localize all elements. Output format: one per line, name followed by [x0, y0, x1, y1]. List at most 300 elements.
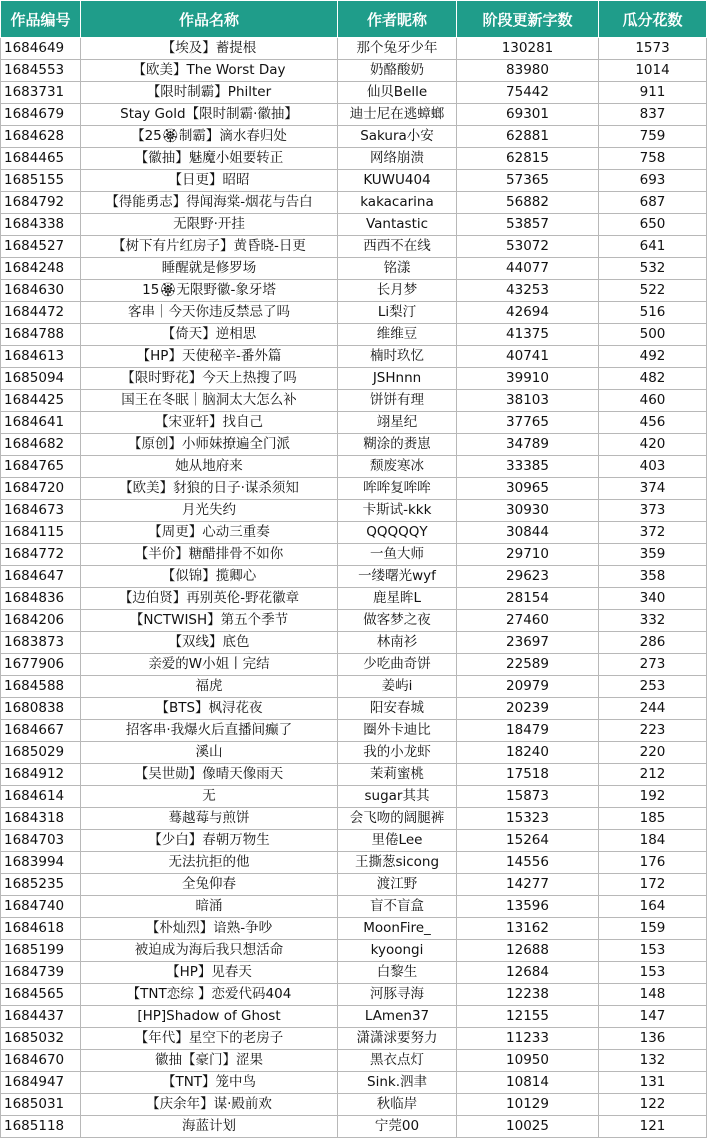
cell-work-id: 1684740 [1, 896, 81, 918]
cell-work-id: 1685094 [1, 368, 81, 390]
table-row [1, 412, 707, 434]
cell-word-count: 29623 [457, 566, 599, 588]
cell-work-title: 【埃及】蓄提根 [81, 38, 338, 60]
cell-work-id: 1684679 [1, 104, 81, 126]
cell-work-id: 1684720 [1, 478, 81, 500]
cell-author: 姜屿i [338, 676, 457, 698]
cell-flower-count: 482 [599, 368, 707, 390]
cell-word-count: 56882 [457, 192, 599, 214]
cell-work-title: 客串｜今天你违反禁忌了吗 [81, 302, 338, 324]
cell-flower-count: 693 [599, 170, 707, 192]
cell-author: 哞哞复哞哞 [338, 478, 457, 500]
cell-author: 饼饼有理 [338, 390, 457, 412]
cell-work-title: 【倚天】逆相思 [81, 324, 338, 346]
cell-work-title: 被迫成为海后我只想活命 [81, 940, 338, 962]
cell-flower-count: 911 [599, 82, 707, 104]
cell-work-title: Stay Gold【限时制霸·徽抽】 [81, 104, 338, 126]
table-row [1, 236, 707, 258]
table-row [1, 808, 707, 830]
table-row [1, 830, 707, 852]
cell-word-count: 34789 [457, 434, 599, 456]
cell-word-count: 27460 [457, 610, 599, 632]
cell-flower-count: 1014 [599, 60, 707, 82]
header-flower-count: 瓜分花数 [599, 1, 707, 38]
cell-flower-count: 403 [599, 456, 707, 478]
cell-work-id: 1683873 [1, 632, 81, 654]
cell-flower-count: 837 [599, 104, 707, 126]
cell-author: 秋临岸 [338, 1094, 457, 1116]
cell-word-count: 18479 [457, 720, 599, 742]
cell-work-title: 无限野·开挂 [81, 214, 338, 236]
cell-work-id: 1684465 [1, 148, 81, 170]
cell-flower-count: 164 [599, 896, 707, 918]
cell-work-id: 1684472 [1, 302, 81, 324]
cell-flower-count: 253 [599, 676, 707, 698]
cell-word-count: 62815 [457, 148, 599, 170]
cell-work-title: 【欧美】豺狼的日子·谋杀须知 [81, 478, 338, 500]
cell-work-title: 【树下有片红房子】黄昏晓-日更 [81, 236, 338, 258]
cell-word-count: 20239 [457, 698, 599, 720]
table-row [1, 126, 707, 148]
cell-flower-count: 131 [599, 1072, 707, 1094]
cell-author: kakacarina [338, 192, 457, 214]
cell-work-title: 【双线】底色 [81, 632, 338, 654]
cell-work-title: 【HP】天使秘辛-番外篇 [81, 346, 338, 368]
cell-work-title: 【似锦】揽卿心 [81, 566, 338, 588]
cell-flower-count: 460 [599, 390, 707, 412]
table-row [1, 368, 707, 390]
cell-work-id: 1684673 [1, 500, 81, 522]
cell-author: 奶酪酸奶 [338, 60, 457, 82]
cell-word-count: 12684 [457, 962, 599, 984]
cell-word-count: 10025 [457, 1116, 599, 1138]
cell-author: JSHnnn [338, 368, 457, 390]
table-row [1, 654, 707, 676]
cell-word-count: 30930 [457, 500, 599, 522]
cell-flower-count: 372 [599, 522, 707, 544]
cell-work-title: 徽抽【豪门】涩果 [81, 1050, 338, 1072]
cell-work-id: 1684836 [1, 588, 81, 610]
table-row [1, 434, 707, 456]
cell-work-title: 【TNT恋综 】恋爱代码404 [81, 984, 338, 1006]
cell-work-title: 15🏵无限野徽-象牙塔 [81, 280, 338, 302]
cell-flower-count: 758 [599, 148, 707, 170]
cell-work-id: 1683731 [1, 82, 81, 104]
cell-author: 翊星纪 [338, 412, 457, 434]
cell-author: 卡斯试-kkk [338, 500, 457, 522]
cell-work-id: 1684206 [1, 610, 81, 632]
table-row [1, 214, 707, 236]
header-work-title: 作品名称 [81, 1, 338, 38]
table-row [1, 874, 707, 896]
cell-work-id: 1684739 [1, 962, 81, 984]
cell-author: 河豚寻海 [338, 984, 457, 1006]
cell-author: 一缕曙光wyf [338, 566, 457, 588]
cell-author: LAmen37 [338, 1006, 457, 1028]
cell-flower-count: 492 [599, 346, 707, 368]
header-row [1, 1, 707, 38]
cell-work-title: 【得能勇志】得闻海棠-烟花与告白 [81, 192, 338, 214]
cell-work-title: 海蓝计划 [81, 1116, 338, 1138]
cell-flower-count: 148 [599, 984, 707, 1006]
cell-author: 那个兔牙少年 [338, 38, 457, 60]
cell-word-count: 37765 [457, 412, 599, 434]
cell-word-count: 22589 [457, 654, 599, 676]
cell-work-title: 【宋亚轩】找自己 [81, 412, 338, 434]
table-row [1, 852, 707, 874]
cell-word-count: 75442 [457, 82, 599, 104]
table-row [1, 698, 707, 720]
cell-flower-count: 687 [599, 192, 707, 214]
cell-work-title: 溪山 [81, 742, 338, 764]
cell-author: 长月梦 [338, 280, 457, 302]
cell-work-id: 1684947 [1, 1072, 81, 1094]
cell-work-id: 1684527 [1, 236, 81, 258]
cell-author: MoonFire_ [338, 918, 457, 940]
header-work-id: 作品编号 [1, 1, 81, 38]
cell-word-count: 69301 [457, 104, 599, 126]
cell-word-count: 130281 [457, 38, 599, 60]
cell-work-id: 1684788 [1, 324, 81, 346]
cell-word-count: 53857 [457, 214, 599, 236]
header-word-count: 阶段更新字数 [457, 1, 599, 38]
cell-author: 白黎生 [338, 962, 457, 984]
table-row [1, 478, 707, 500]
table-row [1, 82, 707, 104]
table-row [1, 192, 707, 214]
cell-word-count: 14556 [457, 852, 599, 874]
cell-work-id: 1684647 [1, 566, 81, 588]
cell-work-id: 1680838 [1, 698, 81, 720]
cell-work-id: 1685199 [1, 940, 81, 962]
header-author: 作者昵称 [338, 1, 457, 38]
table-row [1, 148, 707, 170]
cell-work-id: 1684641 [1, 412, 81, 434]
cell-work-title: 【朴灿烈】谙熟-争吵 [81, 918, 338, 940]
cell-work-id: 1684630 [1, 280, 81, 302]
cell-work-title: 【限时野花】今天上热搜了吗 [81, 368, 338, 390]
cell-flower-count: 420 [599, 434, 707, 456]
cell-word-count: 10950 [457, 1050, 599, 1072]
cell-work-id: 1685118 [1, 1116, 81, 1138]
cell-work-title: 全兔仰春 [81, 874, 338, 896]
cell-word-count: 14277 [457, 874, 599, 896]
cell-flower-count: 532 [599, 258, 707, 280]
cell-author: 糊涂的赉崽 [338, 434, 457, 456]
table-row [1, 522, 707, 544]
cell-author: 宁莞00 [338, 1116, 457, 1138]
cell-author: 颓废寒冰 [338, 456, 457, 478]
cell-flower-count: 244 [599, 698, 707, 720]
cell-author: Sakura小安 [338, 126, 457, 148]
table-row [1, 170, 707, 192]
table-row [1, 302, 707, 324]
cell-flower-count: 192 [599, 786, 707, 808]
cell-work-title: [HP]Shadow of Ghost [81, 1006, 338, 1028]
cell-author: 王撕葱sicong [338, 852, 457, 874]
table-row [1, 500, 707, 522]
cell-work-title: 【徽抽】魅魔小姐要转正 [81, 148, 338, 170]
cell-author: 我的小龙虾 [338, 742, 457, 764]
cell-work-title: 福虎 [81, 676, 338, 698]
cell-author: 少吃曲奇饼 [338, 654, 457, 676]
table-row [1, 390, 707, 412]
cell-word-count: 12688 [457, 940, 599, 962]
cell-author: 维维豆 [338, 324, 457, 346]
table-row [1, 786, 707, 808]
table-row [1, 962, 707, 984]
cell-flower-count: 153 [599, 962, 707, 984]
cell-work-id: 1684765 [1, 456, 81, 478]
table-row [1, 918, 707, 940]
cell-work-title: 无法抗拒的他 [81, 852, 338, 874]
cell-work-title: 【庆余年】谋·殿前欢 [81, 1094, 338, 1116]
cell-work-id: 1684772 [1, 544, 81, 566]
cell-word-count: 38103 [457, 390, 599, 412]
cell-flower-count: 359 [599, 544, 707, 566]
cell-word-count: 15323 [457, 808, 599, 830]
cell-author: 林南衫 [338, 632, 457, 654]
table-row [1, 60, 707, 82]
table-row [1, 1072, 707, 1094]
table-row [1, 544, 707, 566]
table-row [1, 280, 707, 302]
cell-work-id: 1685031 [1, 1094, 81, 1116]
cell-word-count: 13162 [457, 918, 599, 940]
cell-word-count: 15264 [457, 830, 599, 852]
cell-work-title: 【吴世勋】像晴天像雨天 [81, 764, 338, 786]
cell-author: 西西不在线 [338, 236, 457, 258]
table-row [1, 676, 707, 698]
cell-work-title: 【HP】见春天 [81, 962, 338, 984]
cell-work-title: 【原创】小师妹撩遍全门派 [81, 434, 338, 456]
cell-author: 网络崩溃 [338, 148, 457, 170]
cell-work-id: 1684792 [1, 192, 81, 214]
cell-work-id: 1684425 [1, 390, 81, 412]
table-row [1, 38, 707, 60]
cell-author: Sink.泗聿 [338, 1072, 457, 1094]
cell-work-id: 1684565 [1, 984, 81, 1006]
table-row [1, 1006, 707, 1028]
cell-author: 阳安春城 [338, 698, 457, 720]
cell-work-id: 1684338 [1, 214, 81, 236]
cell-work-title: 【BTS】枫浔花夜 [81, 698, 338, 720]
cell-author: Li梨汀 [338, 302, 457, 324]
cell-work-id: 1684553 [1, 60, 81, 82]
cell-work-id: 1684670 [1, 1050, 81, 1072]
cell-word-count: 30844 [457, 522, 599, 544]
cell-word-count: 15873 [457, 786, 599, 808]
table-body [1, 38, 707, 1138]
table-row [1, 346, 707, 368]
cell-work-id: 1685032 [1, 1028, 81, 1050]
cell-flower-count: 184 [599, 830, 707, 852]
cell-flower-count: 223 [599, 720, 707, 742]
cell-author: Vantastic [338, 214, 457, 236]
table-row [1, 610, 707, 632]
cell-work-id: 1684912 [1, 764, 81, 786]
cell-work-id: 1684703 [1, 830, 81, 852]
cell-author: QQQQQY [338, 522, 457, 544]
cell-author: 仙贝Belle [338, 82, 457, 104]
cell-flower-count: 153 [599, 940, 707, 962]
cell-flower-count: 147 [599, 1006, 707, 1028]
cell-flower-count: 176 [599, 852, 707, 874]
cell-work-title: 【日更】昭昭 [81, 170, 338, 192]
cell-author: 铭漾 [338, 258, 457, 280]
cell-word-count: 13596 [457, 896, 599, 918]
table-row [1, 632, 707, 654]
cell-flower-count: 273 [599, 654, 707, 676]
cell-word-count: 62881 [457, 126, 599, 148]
table-row [1, 566, 707, 588]
table-row [1, 588, 707, 610]
cell-work-title: 【少白】春朝万物生 [81, 830, 338, 852]
cell-author: 做客梦之夜 [338, 610, 457, 632]
cell-word-count: 10129 [457, 1094, 599, 1116]
cell-flower-count: 358 [599, 566, 707, 588]
cell-flower-count: 500 [599, 324, 707, 346]
cell-flower-count: 1573 [599, 38, 707, 60]
cell-work-id: 1684614 [1, 786, 81, 808]
cell-word-count: 18240 [457, 742, 599, 764]
cell-work-title: 【NCTWISH】第五个季节 [81, 610, 338, 632]
cell-flower-count: 121 [599, 1116, 707, 1138]
cell-work-title: 暗涌 [81, 896, 338, 918]
cell-work-title: 【年代】星空下的老房子 [81, 1028, 338, 1050]
cell-author: 会飞吻的阔腿裤 [338, 808, 457, 830]
cell-work-id: 1684667 [1, 720, 81, 742]
cell-work-title: 【25🏵制霸】滴水春归处 [81, 126, 338, 148]
cell-word-count: 43253 [457, 280, 599, 302]
cell-word-count: 53072 [457, 236, 599, 258]
cell-author: 圈外卡迪比 [338, 720, 457, 742]
cell-word-count: 17518 [457, 764, 599, 786]
cell-flower-count: 456 [599, 412, 707, 434]
table-row [1, 896, 707, 918]
cell-work-title: 【周更】心动三重奏 [81, 522, 338, 544]
cell-flower-count: 373 [599, 500, 707, 522]
cell-author: KUWU404 [338, 170, 457, 192]
table-row [1, 324, 707, 346]
cell-work-id: 1685029 [1, 742, 81, 764]
cell-author: 盲不盲盒 [338, 896, 457, 918]
cell-work-id: 1684437 [1, 1006, 81, 1028]
cell-work-title: 【边伯贤】再别英伦-野花徽章 [81, 588, 338, 610]
table-row [1, 1116, 707, 1138]
table-row [1, 1050, 707, 1072]
cell-flower-count: 132 [599, 1050, 707, 1072]
cell-author: 黑衣点灯 [338, 1050, 457, 1072]
cell-work-id: 1684318 [1, 808, 81, 830]
cell-work-title: 蓦越莓与煎饼 [81, 808, 338, 830]
cell-word-count: 28154 [457, 588, 599, 610]
table-row [1, 1094, 707, 1116]
cell-flower-count: 516 [599, 302, 707, 324]
cell-word-count: 10814 [457, 1072, 599, 1094]
cell-work-id: 1684618 [1, 918, 81, 940]
cell-flower-count: 122 [599, 1094, 707, 1116]
cell-work-title: 她从地府来 [81, 456, 338, 478]
cell-work-title: 无 [81, 786, 338, 808]
cell-author: 鹿星眸L [338, 588, 457, 610]
cell-work-title: 【TNT】笼中鸟 [81, 1072, 338, 1094]
cell-word-count: 11233 [457, 1028, 599, 1050]
table-row [1, 104, 707, 126]
cell-author: 茉莉蜜桃 [338, 764, 457, 786]
cell-work-title: 【限时制霸】Philter [81, 82, 338, 104]
cell-flower-count: 185 [599, 808, 707, 830]
cell-word-count: 39910 [457, 368, 599, 390]
cell-work-id: 1677906 [1, 654, 81, 676]
table-row [1, 258, 707, 280]
cell-work-title: 亲爱的W小姐丨完结 [81, 654, 338, 676]
cell-flower-count: 641 [599, 236, 707, 258]
cell-flower-count: 220 [599, 742, 707, 764]
cell-flower-count: 332 [599, 610, 707, 632]
cell-work-id: 1684115 [1, 522, 81, 544]
cell-author: 潇潇浗要努力 [338, 1028, 457, 1050]
table-row [1, 720, 707, 742]
cell-author: 渡江野 [338, 874, 457, 896]
cell-work-title: 国王在冬眠｜脑洞太大怎么补 [81, 390, 338, 412]
cell-work-id: 1684682 [1, 434, 81, 456]
cell-word-count: 23697 [457, 632, 599, 654]
cell-author: 楠时玖忆 [338, 346, 457, 368]
cell-work-title: 【半价】糖醋排骨不如你 [81, 544, 338, 566]
table-row [1, 940, 707, 962]
cell-work-id: 1684248 [1, 258, 81, 280]
cell-flower-count: 212 [599, 764, 707, 786]
cell-word-count: 40741 [457, 346, 599, 368]
cell-flower-count: 159 [599, 918, 707, 940]
cell-work-title: 月光失约 [81, 500, 338, 522]
cell-word-count: 44077 [457, 258, 599, 280]
cell-flower-count: 136 [599, 1028, 707, 1050]
cell-word-count: 33385 [457, 456, 599, 478]
cell-flower-count: 374 [599, 478, 707, 500]
cell-work-title: 招客串·我爆火后直播间癫了 [81, 720, 338, 742]
cell-work-id: 1684628 [1, 126, 81, 148]
cell-author: sugar其其 [338, 786, 457, 808]
cell-work-id: 1685155 [1, 170, 81, 192]
cell-flower-count: 759 [599, 126, 707, 148]
cell-word-count: 12238 [457, 984, 599, 1006]
cell-flower-count: 340 [599, 588, 707, 610]
cell-work-id: 1683994 [1, 852, 81, 874]
cell-word-count: 42694 [457, 302, 599, 324]
cell-word-count: 41375 [457, 324, 599, 346]
cell-flower-count: 650 [599, 214, 707, 236]
cell-work-id: 1684588 [1, 676, 81, 698]
table-row [1, 764, 707, 786]
cell-author: kyoongi [338, 940, 457, 962]
table-row [1, 742, 707, 764]
cell-flower-count: 522 [599, 280, 707, 302]
table-row [1, 1028, 707, 1050]
cell-word-count: 20979 [457, 676, 599, 698]
cell-work-title: 睡醒就是修罗场 [81, 258, 338, 280]
cell-author: 里倦Lee [338, 830, 457, 852]
cell-word-count: 30965 [457, 478, 599, 500]
cell-word-count: 57365 [457, 170, 599, 192]
cell-word-count: 29710 [457, 544, 599, 566]
cell-word-count: 83980 [457, 60, 599, 82]
cell-flower-count: 286 [599, 632, 707, 654]
table-row [1, 456, 707, 478]
cell-author: 一鱼大师 [338, 544, 457, 566]
cell-work-id: 1684649 [1, 38, 81, 60]
